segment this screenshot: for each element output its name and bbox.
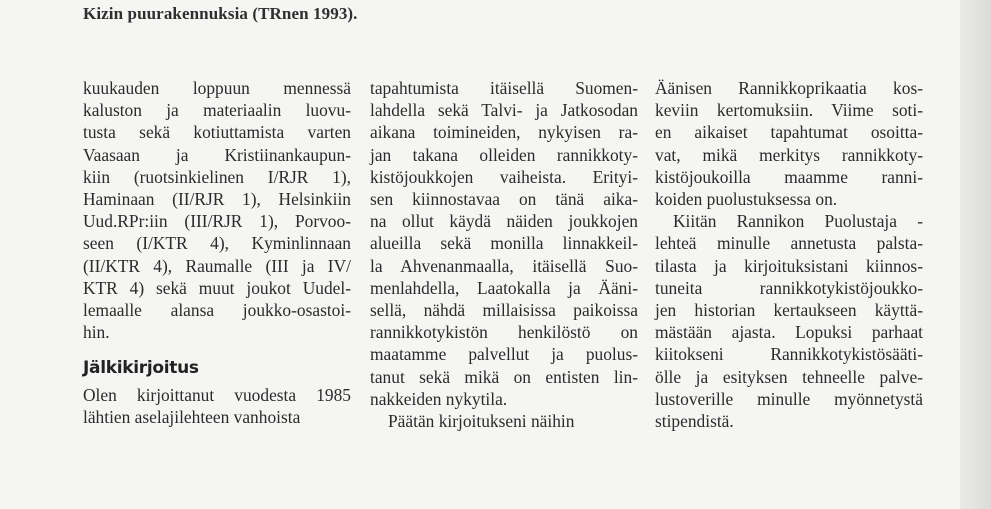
text-line: Olen kirjoittanut vuodesta 1985 <box>83 384 351 405</box>
text-line: tanut sekä mikä on entisten lin- <box>370 366 638 387</box>
page-edge <box>960 0 991 509</box>
text-line: kuukauden loppuun mennessä <box>83 78 351 98</box>
text-line: jan takana olleiden rannikkoty- <box>370 144 638 165</box>
text-line: vat, mikä merkitys rannikkoty- <box>655 144 923 165</box>
text-line: (II/KTR 4), Raumalle (III ja IV/ <box>83 255 351 276</box>
text-line: keviin kertomuksiin. Viime soti- <box>655 100 923 121</box>
text-line: lustoverille minulle myönnetystä <box>655 388 923 409</box>
text-line: kaluston ja materiaalin luovu- <box>83 100 351 121</box>
paragraph-2-2 <box>370 410 638 432</box>
text-line: ölle ja esityksen tehneelle palve- <box>655 366 923 387</box>
text-line: kistöjoukoilla maamme ranni- <box>655 166 923 187</box>
text-line: la Ahvenanmaalla, itäisellä Suo- <box>370 255 638 276</box>
text-line: stipendistä. <box>655 411 734 432</box>
text-line: maatamme palvellut ja puolus- <box>370 344 638 365</box>
text-line: Päätän kirjoitukseni näihin <box>388 411 575 432</box>
text-line: seen (I/KTR 4), Kyminlinnaan <box>83 233 351 254</box>
text-line: aikana toimineiden, nykyisen ra- <box>370 122 638 143</box>
text-line: sellä, nähdä millaisissa paikoissa <box>370 300 638 321</box>
text-line: menlahdella, Laatokalla ja Ääni- <box>370 277 638 298</box>
text-column-3 <box>655 77 923 432</box>
text-line: kiin (ruotsinkielinen I/RJR 1), <box>83 166 351 187</box>
paragraph-1-2 <box>83 384 351 428</box>
text-line: kiitokseni Rannikkotykistösääti- <box>655 344 923 365</box>
text-line: Vaasaan ja Kristiinankaupun- <box>83 144 351 165</box>
text-line: rannikkotykistön henkilöstö on <box>370 322 638 343</box>
text-line: Kiitän Rannikon Puolustaja - <box>673 211 923 232</box>
section-heading: Jälkikirjoitus <box>83 358 199 379</box>
text-column-2 <box>370 77 638 432</box>
text-line: mästään ajasta. Lopuksi parhaat <box>655 322 923 343</box>
paragraph-3-2 <box>655 210 923 432</box>
text-line: tapahtumista itäisellä Suomen- <box>370 78 638 98</box>
text-line: lähtien aselajilehteen vanhoista <box>83 406 301 427</box>
text-line: lehteä minulle annetusta palsta- <box>655 233 923 254</box>
text-line: kistöjoukkojen vaiheista. Erityi- <box>370 166 638 187</box>
text-column-1 <box>83 77 351 428</box>
text-line: na ollut käydä näiden joukkojen <box>370 211 638 232</box>
text-line: koiden puolustuksessa on. <box>655 189 838 210</box>
text-line: tilasta ja kirjoituksistani kiinnos- <box>655 255 923 276</box>
text-line: Äänisen Rannikkoprikaatia kos- <box>655 78 923 98</box>
text-line: lemaalle alansa joukko-osastoi- <box>83 300 351 321</box>
text-line: alueilla sekä monilla linnakkeil- <box>370 233 638 254</box>
text-line: sen kiinnostavaa on tänä aika- <box>370 189 638 210</box>
paragraph-2-1 <box>370 77 638 410</box>
text-line: KTR 4) sekä muut joukot Uudel- <box>83 277 351 298</box>
text-line: lahdella sekä Talvi- ja Jatkosodan <box>370 100 638 121</box>
text-line: tusta sekä kotiuttamista varten <box>83 122 351 143</box>
paragraph-1-1 <box>83 77 351 343</box>
text-line: Haminaan (II/RJR 1), Helsinkiin <box>83 189 351 210</box>
text-line: en aikaiset tapahtumat osoitta- <box>655 122 923 143</box>
text-line: hin. <box>83 322 110 343</box>
paragraph-3-1 <box>655 77 923 210</box>
text-line: Uud.RPr:iin (III/RJR 1), Porvoo- <box>83 211 351 232</box>
text-line: tuneita rannikkotykistöjoukko- <box>655 277 923 298</box>
text-line: nakkeiden nykytila. <box>370 388 508 409</box>
text-line: jen historian kertaukseen käyttä- <box>655 300 923 321</box>
figure-caption: Kizin puurakennuksia (TRnen 1993). <box>83 4 358 23</box>
